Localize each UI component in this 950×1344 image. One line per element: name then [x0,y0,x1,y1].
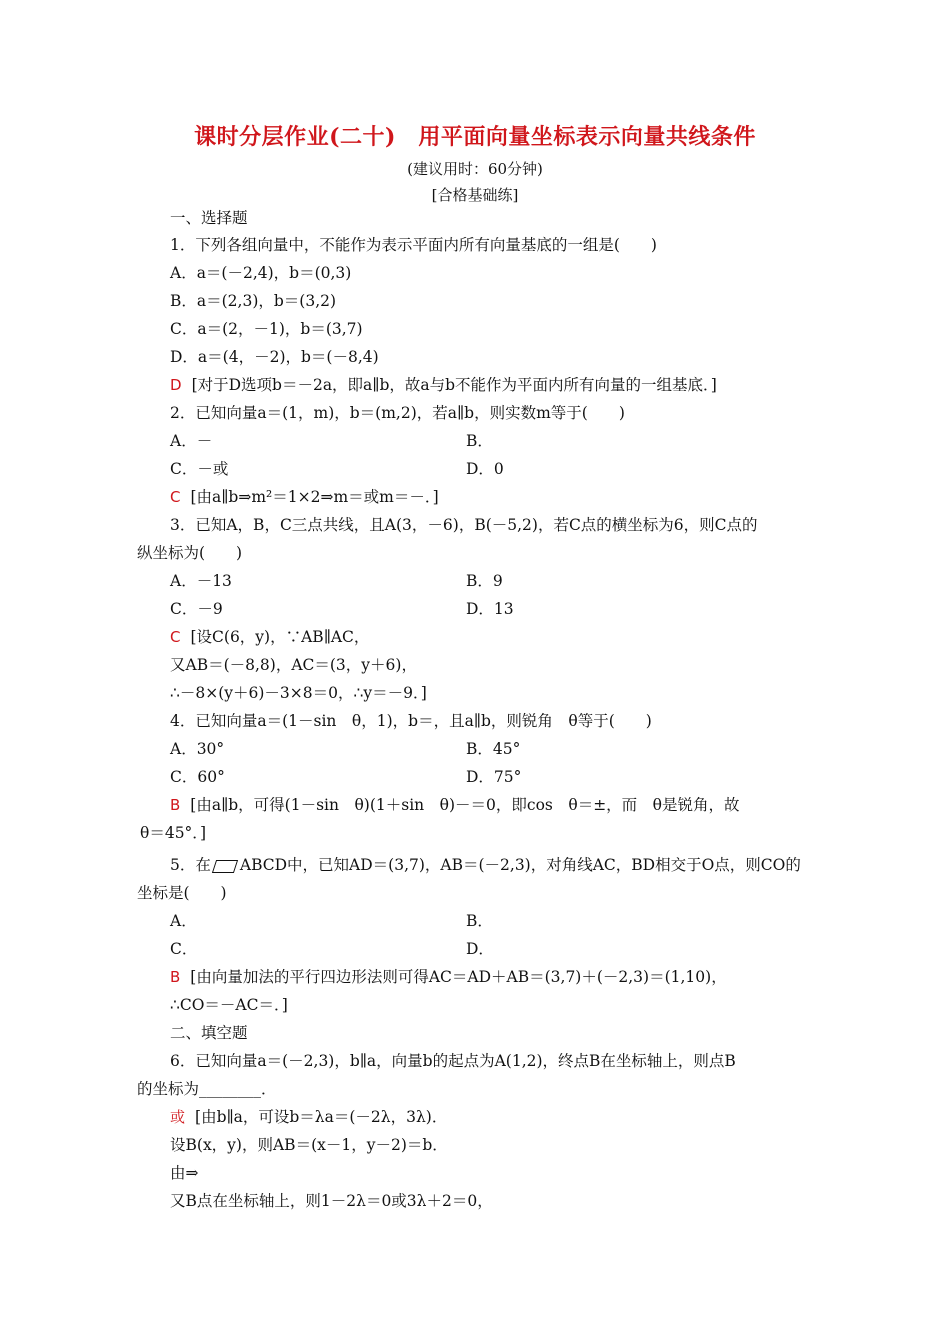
question-1-option-d: D．a＝(4，－2)，b＝(－8,4) [170,348,379,366]
question-5-option-c: C． [170,940,198,958]
question-1-answer: D [170,376,182,394]
question-5-option-d: D． [466,940,494,958]
question-6-explanation-line1: [由b∥a，可设b＝λa＝(－2λ，3λ)． [195,1108,448,1126]
time-note: (建议用时：60分钟) [407,160,543,178]
question-3-explanation-line2: 又AB＝(－8,8)，AC＝(3，y＋6)， [170,656,417,674]
question-1-option-a: A．a＝(－2,4)，b＝(0,3) [170,264,352,282]
question-6-explanation-line3: 由⇒ [170,1164,199,1182]
question-3-stem-line1: 3．已知A，B，C三点共线，且A(3，－6)，B(－5,2)，若C点的横坐标为6，则C点的 [170,516,758,534]
question-5-stem-suffix: ABCD中，已知AD＝(3,7)，AB＝(－2,3)，对角线AC，BD相交于O点，则CO的 [239,856,801,874]
question-4-option-a: A．30° [170,740,225,758]
question-2-option-b: B． [466,432,493,450]
question-2-explanation: [由a∥b⇒m²＝1×2⇒m＝或m＝－．] [190,488,439,506]
question-1-option-c: C．a＝(2，－1)，b＝(3,7) [170,320,363,338]
section-heading-fill: 二、填空题 [170,1024,248,1042]
question-2-solution [170,487,439,507]
question-3-answer: C [170,628,181,646]
parallelogram-icon [212,860,238,873]
question-5-explanation-line2: ∴CO＝－AC＝．] [170,996,288,1014]
question-5-stem-line2: 坐标是( ) [137,884,227,902]
question-4-option-b: B．45° [466,740,521,758]
question-2-option-c: C．－或 [170,460,229,478]
question-5-answer: B [170,968,181,986]
question-4-explanation-line1: [由a∥b，可得(1－sin θ)(1＋sin θ)－＝0，即cos θ＝±，而 θ是锐角，故 [190,796,740,814]
question-6-solution [170,1107,447,1127]
question-6-stem-line1: 6．已知向量a＝(－2,3)，b∥a，向量b的起点为A(1,2)，终点B在坐标轴上，则点B [170,1052,736,1070]
question-1-stem: 1．下列各组向量中，不能作为表示平面内所有向量基底的一组是( ) [170,236,657,254]
question-6-explanation-line4: 又B点在坐标轴上，则1－2λ＝0或3λ＋2＝0， [170,1192,493,1210]
question-5-stem-prefix: 5．在 [170,856,211,874]
question-4-option-d: D．75° [466,768,522,786]
question-5-option-a: A． [170,912,197,930]
question-3-explanation-line1: [设C(6，y)，∵AB∥AC， [190,628,370,646]
page-title: 课时分层作业(二十) 用平面向量坐标表示向量共线条件 [194,124,756,150]
question-2-option-a: A．－ [170,432,213,450]
question-4-explanation-line2: θ＝45°．] [140,824,207,842]
question-6-answer: 或 [170,1108,186,1126]
question-5-option-b: B． [466,912,493,930]
question-3-solution [170,627,369,647]
level-label: [合格基础练] [431,186,519,204]
question-2-answer: C [170,488,181,506]
question-2-option-d: D．0 [466,460,504,478]
question-6-stem-line2: 的坐标为________． [137,1080,277,1098]
question-3-explanation-line3: ∴－8×(y＋6)－3×8＝0，∴y＝－9．] [170,684,427,702]
question-3-option-d: D．13 [466,600,514,618]
question-5-stem-line1 [170,855,801,875]
question-4-stem: 4．已知向量a＝(1－sin θ，1)，b＝，且a∥b，则锐角 θ等于( ) [170,712,652,730]
question-1-solution [170,375,717,395]
question-4-answer: B [170,796,181,814]
question-4-option-c: C．60° [170,768,225,786]
question-3-option-b: B．9 [466,572,503,590]
section-heading-choice: 一、选择题 [170,209,248,227]
question-3-option-c: C．－9 [170,600,223,618]
question-2-stem: 2．已知向量a＝(1，m)，b＝(m,2)，若a∥b，则实数m等于( ) [170,404,625,422]
question-4-solution [170,795,740,815]
question-6-explanation-line2: 设B(x，y)，则AB＝(x－1，y－2)＝b． [170,1136,448,1154]
question-5-explanation-line1: [由向量加法的平行四边形法则可得AC＝AD＋AB＝(3,7)＋(－2,3)＝(1,10)， [190,968,727,986]
question-1-explanation: [对于D选项b＝－2a，即a∥b，故a与b不能作为平面内所有向量的一组基底．] [191,376,717,394]
question-3-option-a: A．－13 [170,572,232,590]
question-1-option-b: B．a＝(2,3)，b＝(3,2) [170,292,337,310]
question-5-solution [170,967,727,987]
question-3-stem-line2: 纵坐标为( ) [137,544,243,562]
